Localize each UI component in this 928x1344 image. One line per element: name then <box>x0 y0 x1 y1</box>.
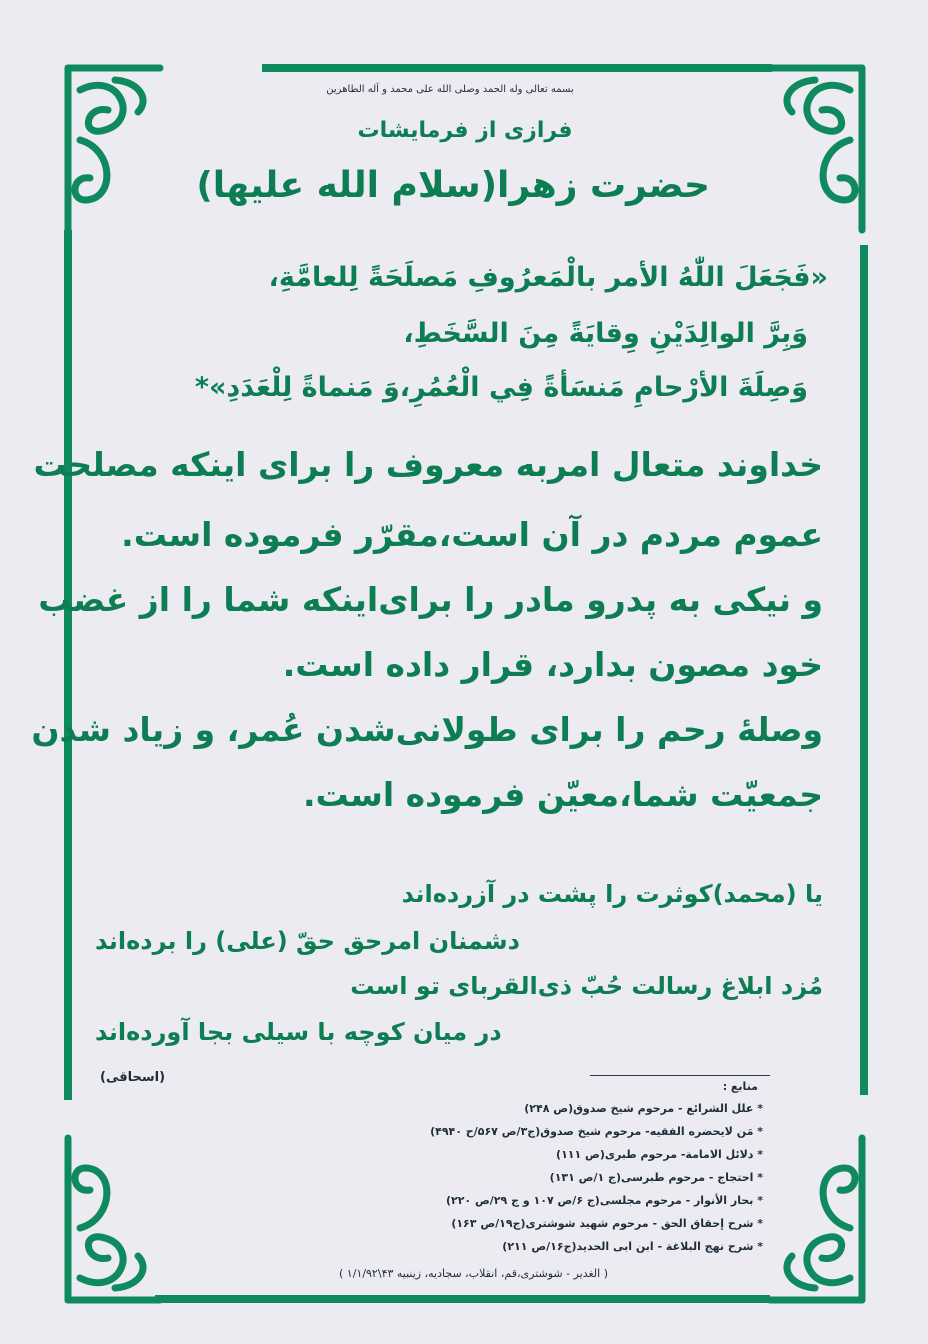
corner-ornament-icon <box>60 60 170 240</box>
arabic-quote-line-3: وَصِلَةَ الأرْحامِ مَنسَأةً فِي الْعُمُرِ،وَ مَنماةً لِلْعَدَدِ»* <box>194 372 808 403</box>
corner-ornament-icon <box>760 60 870 240</box>
translation-line-4: خود مصون بدارد، قرار داده است. <box>282 645 823 684</box>
invocation-text: بسمه تعالى وله الحمد وصلى الله على محمد و آله الطاهرين <box>326 84 574 95</box>
source-item-6: * شرح إحقاق الحق - مرحوم شهید شوشتری(ج۱۹/ص ۱۶۳) <box>451 1217 763 1230</box>
poem-line-4: در میان کوچه با سیلی بجا آورده‌اند <box>95 1018 502 1046</box>
poem-author: (اسحاقی) <box>100 1070 166 1085</box>
poem-line-1: یا (محمد)کوثرت را پشت در آزرده‌اند <box>401 880 823 908</box>
frame-top-line <box>262 64 772 72</box>
page-subtitle: فرازی از فرمایشات <box>357 118 573 143</box>
translation-line-5: وصلهٔ رحم را برای طولانی‌شدن عُمر، و زیاد شدن <box>31 710 823 749</box>
poem-line-2: دشمنان امرحق حقّ (علی) را برده‌اند <box>95 927 520 955</box>
sources-heading: منابع : <box>722 1080 758 1093</box>
frame-bottom-line <box>155 1295 770 1303</box>
source-item-7: * شرح نهج البلاغة - ابن ابی الحدید(ج۱۶/ص ۲۱۱) <box>502 1240 763 1253</box>
translation-line-2: عموم مردم در آن است،مقرّر فرموده است. <box>121 515 823 554</box>
translation-line-6: جمعیّت شما،معیّن فرموده است. <box>302 775 823 814</box>
source-item-4: * احتجاج - مرحوم طبرسی(ج ۱/ص ۱۳۱) <box>549 1171 763 1184</box>
corner-ornament-icon <box>760 1128 870 1308</box>
source-item-2: * مَن لایحضره الفقیه- مرحوم شیخ صدوق(ج۳/ص ۵۶۷/ح ۴۹۴۰) <box>430 1125 763 1138</box>
arabic-quote-line-2: وَبِرَّ الوالِدَيْنِ وِقايَةً مِنَ السَّخَطِ، <box>403 318 808 349</box>
frame-left-line <box>64 230 72 1100</box>
source-item-1: * علل الشرائع - مرحوم شیخ صدوق(ص ۲۴۸) <box>524 1102 763 1115</box>
sources-divider <box>590 1075 770 1076</box>
corner-ornament-icon <box>60 1128 170 1308</box>
source-item-5: * بحار الأنوار - مرحوم مجلسی(ج ۶/ص ۱۰۷ و ج ۲۹/ص ۲۲۰) <box>445 1194 763 1207</box>
page-title: حضرت زهرا(سلام الله علیها) <box>196 165 710 206</box>
sources-footer: ( الغدیر - شوشتری،قم، انقلاب، سجادیه، زینبیه ۴۳\۱/۱/۹۲ ) <box>339 1267 608 1280</box>
frame-right-line <box>860 245 868 1095</box>
translation-line-1: خداوند متعال امربه معروف را برای اینکه مصلحت <box>33 445 823 484</box>
translation-line-3: و نیکی به پدرو مادر را برای‌اینکه شما را از غضب <box>38 580 823 619</box>
source-item-3: * دلائل الامامة- مرحوم طبری(ص ۱۱۱) <box>556 1148 763 1161</box>
arabic-quote-line-1: «فَجَعَلَ اللّٰهُ الأمر بالْمَعرُوفِ مَصلَحَةً لِلعامَّةِ، <box>268 262 828 293</box>
poem-line-3: مُزد ابلاغ رسالت حُبّ ذی‌القربای تو است <box>350 972 823 1000</box>
